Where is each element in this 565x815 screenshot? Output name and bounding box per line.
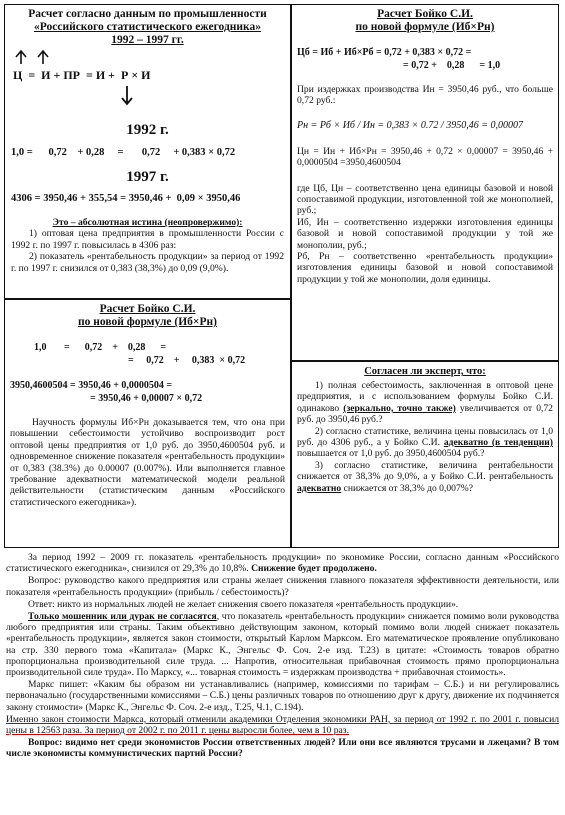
body-text [6,552,559,761]
boiko-formula-box [291,4,559,361]
cost-paragraph: При издержках производства Ин = 3950,46 руб., что больше 0,72 руб.: [297,84,553,107]
proof-eq1: 1,0 = 0,72 + 0,28 = [34,342,167,353]
body-p1: За период 1992 – 2009 гг. показатель «рентабельность продукции» по экономике России, согласно данным «Российского статистического ежегодника», снизился от 29,3% до 10,8%. Снижение будет продолжено. [6,552,559,575]
desc-prices: где Цб, Цн – соответственно цена единицы базовой и новой сопоставимой продукции, изготовленной той же монополией, руб.; [297,182,553,217]
eq-1992: 1,0 = 0,72 + 0,28 = 0,72 + 0,383 × 0,72 [11,147,236,158]
body-p5: Маркс пишет: «Каким бы образом ни устанавливались (например, комиссиями по тарифам – С.Б.) и ни регулировались первоначально (государственными комиссиями – С.Б.) цены различных товаров по отношению друг к другу, движение их подчиняется закону стоимости» (Маркс К., Энгельс Ф. Соч. 2-е изд., Т.25, Ч.1, С.194). [6,679,559,713]
rentability-fraction: Pн = Pб × Иб / Ин = 0,383 × 0.72 / 3950,46 = 0,00007 [297,119,523,131]
body-p3: Ответ: никто из нормальных людей не желает снижения своего показателя «рентабельность продукции». [28,598,459,610]
boiko-eq1b: = 0,72 + 0,28 = 1,0 [403,60,501,71]
question-2: 2) согласно статистике, величина цены повысилась от 1,0 руб. до 4306 руб., а у Бойко С.И. адекватно (в тенденции) повышается от 1,0 руб. до 3950,4600504 руб.? [297,425,553,460]
proof-eq2: 3950,4600504 = 3950,46 + 0,0000504 = [10,380,173,391]
boiko-proof-box [4,299,291,548]
eq-1997: 4306 = 3950,46 + 355,54 = 3950,46 + 0,09 × 3950,46 [11,193,241,204]
boiko-eq2: Цн = Ин + Иб×Рн = 3950,46 + 0,72 × 0,00007 = 3950,46 + 0,0000504 =3950,4600504 [297,145,553,169]
desc-costs: Иб, Ин – соответственно издержки изготовления единицы базовой и новой сопоставимой продукции у той же монополии, руб.; [297,216,553,251]
proof-eq2b: = 3950,46 + 0,00007 × 0,72 [90,393,203,404]
question-3: 3) согласно статистике, величина рентабельности снижается от 38,3% до 9,0%, а у Бойко С.И. рентабельность адекватно снижается от 38,3% до 0,007%? [297,459,553,494]
boiko-box-title: Расчет Бойко С.И. по новой формуле (Иб×Рн) [355,8,495,33]
expert-questions-box [291,361,559,548]
body-p7: Вопрос: видимо нет среди экономистов России ответственных людей? Или они все являются трусами и лжецами? В том числе экономисты коммунистических партий России? [6,737,559,760]
price-formula: Ц = И + ПР = И + Р × И [13,68,151,82]
boiko-eq1: Цб = Иб + Иб×Рб = 0,72 + 0,383 × 0,72 = [297,47,472,58]
truth-block: Это – абсолютная истина (неопровержимо): 1) оптовая цена предприятия в промышленности России с 1992 г. по 1997 г. повысилась в 4306 раз: 2) показатель «рентабельность продукции» за период от 1992 г. по 1997 г. снизился от 0,383 (38,3%) до 0,09 (9,0%). [11,217,284,274]
proof-box-title: Расчет Бойко С.И. по новой формуле (Иб×Рн) [78,303,217,328]
proof-eq1b: = 0,72 + 0,383 × 0,72 [128,355,246,366]
year-1997-heading: 1997 г. [126,169,169,185]
expert-box-title: Согласен ли эксперт, что: [364,366,486,377]
scientific-proof: Научность формулы Иб×Рн доказывается тем, что она при повышении себестоимости устойчиво воспроизводит рост оптовой цены предприятия от 1,0 руб. до 3950,4600504 руб. и одновременное снижение показателя «рентабельность продукции» от 0,383 (38.3%) до 0.00007 (0.007%). Или выполняется главное требование адекватности математической модели реальной действительности (статистическим данным «Российского статистического ежегодника»). [10,417,285,508]
desc-rentability: Рб, Рн – соответственно «рентабельность продукции» изготовления единицы базовой и новой сопоставимой продукции у той же монополии, доля единицы. [297,251,553,285]
arrows-up-icon [13,49,133,65]
body-p4: Только мошенник или дурак не согласятся, что показатель «рентабельность продукции» снижается помимо воли руководства любого предприятия или страны. Таким объективно действующим законом, который помимо воли людей снижает показатель «рентабельность продукции», является закон стоимости, открытый Карлом Марксом. Его математическое проявление опубликовано на стр. 330 первого тома «Капитала» (Маркс К., Энгельс Ф. Соч. 2-е изд. Т.23) в цитате: «Стоимость товаров обратно пропорциональна производительной силе труда. ... Напротив, относительная прибавочная стоимость прямо пропорциональна производительной силе труда». По Марксу, «... товарная стоимость = издержкам производства + прибавочная стоимость». [6,611,559,679]
body-p2: Вопрос: руководство какого предприятия или страны желает снижения главного показателя эффективности деятельности, или показателя «рентабельность продукции» (прибыль / себестоимость)? [6,575,559,598]
question-1: 1) полная себестоимость, заключенная в оптовой цене предприятия, и с использованием формулы Бойко С.И. одинаково (зеркально, точно также) увеличивается от 0,72 руб. до 3950,46 руб.? [297,380,553,426]
year-1992-heading: 1992 г. [126,122,169,138]
statistics-box [4,4,291,299]
statistics-box-title: Расчет согласно данным по промышленности «Российского статистического ежегодника» 1992 – 1997 гг. [28,8,267,46]
body-p6: Именно закон стоимости Маркса, который отменили академики Отделения экономики РАН, за период от 1992 г. по 2001 г. повысил цены в 12563 раза. За период от 2002 г. по 2011 г. цены выросли более, чем в 10 раз. [6,713,559,737]
arrow-down-icon [117,85,137,107]
